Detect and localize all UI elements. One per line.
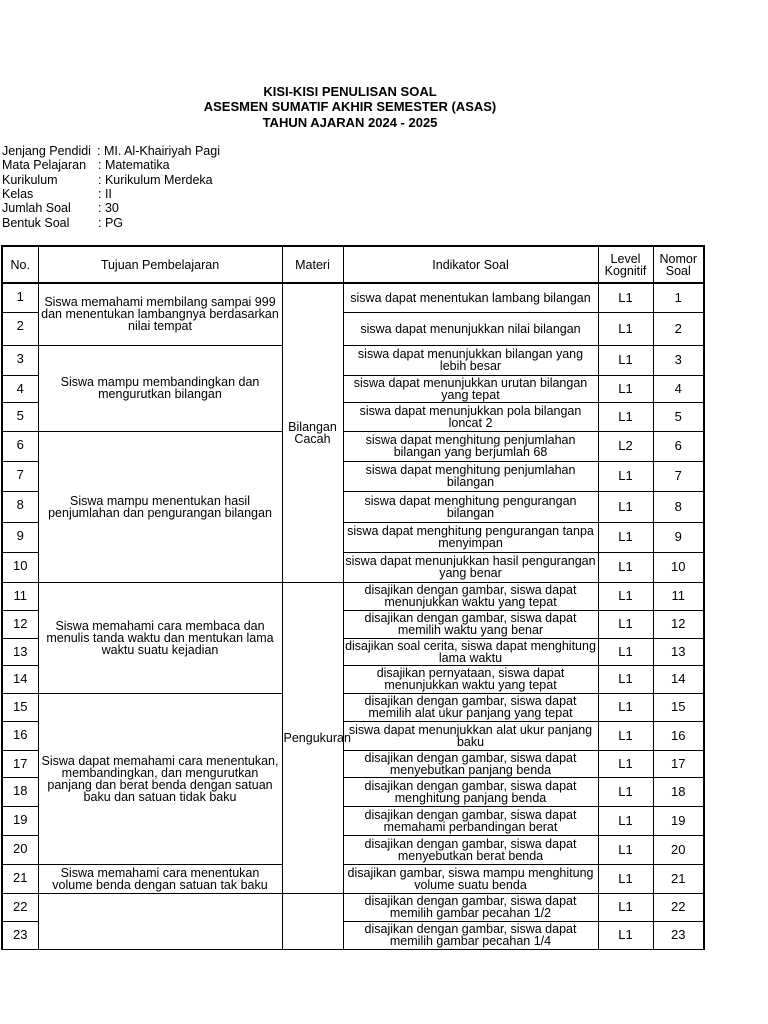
cell-level: L1 <box>598 491 653 522</box>
cell-no: 5 <box>2 402 38 431</box>
cell-level: L1 <box>598 345 653 375</box>
cell-nomor: 23 <box>653 921 704 949</box>
table-row <box>2 345 704 375</box>
cell-indikator: siswa dapat menghitung pengurangan tanpa menyimpan <box>343 522 598 552</box>
cell-indikator: siswa dapat menunjukkan hasil pengurangan yang benar <box>343 552 598 582</box>
cell-level: L1 <box>598 777 653 806</box>
cell-no: 6 <box>2 431 38 461</box>
cell-no: 4 <box>2 375 38 402</box>
meta-value: : Kurikulum Merdeka <box>98 173 213 187</box>
table-row <box>2 864 704 893</box>
cell-no: 17 <box>2 750 38 777</box>
cell-tujuan <box>38 893 282 949</box>
cell-indikator: siswa dapat menentukan lambang bilangan <box>343 283 598 312</box>
cell-level: L1 <box>598 693 653 721</box>
cell-tujuan: Siswa memahami cara menentukan volume benda dengan satuan tak baku <box>38 864 282 893</box>
header-indikator: Indikator Soal <box>343 246 598 283</box>
cell-no: 20 <box>2 835 38 864</box>
cell-indikator: disajikan dengan gambar, siswa dapat memahami perbandingan berat <box>343 806 598 835</box>
cell-nomor: 20 <box>653 835 704 864</box>
cell-nomor: 3 <box>653 345 704 375</box>
cell-level: L1 <box>598 893 653 921</box>
cell-nomor: 7 <box>653 461 704 491</box>
cell-tujuan: Siswa mampu menentukan hasil penjumlahan dan pengurangan bilangan <box>38 431 282 582</box>
cell-nomor: 1 <box>653 283 704 312</box>
cell-level: L1 <box>598 721 653 750</box>
cell-no: 2 <box>2 312 38 345</box>
document-subtitle: ASESMEN SUMATIF AKHIR SEMESTER (ASAS) <box>203 99 497 114</box>
kisi-kisi-table <box>1 245 705 950</box>
cell-indikator: siswa dapat menunjukkan bilangan yang lebih besar <box>343 345 598 375</box>
cell-indikator: disajikan dengan gambar, siswa dapat memilih waktu yang benar <box>343 610 598 638</box>
cell-indikator: disajikan dengan gambar, siswa dapat memilih gambar pecahan 1/2 <box>343 893 598 921</box>
meta-label: Jenjang Pendidi <box>2 144 91 158</box>
meta-value: : Matematika <box>98 158 170 172</box>
cell-level: L1 <box>598 750 653 777</box>
cell-indikator: disajikan dengan gambar, siswa dapat memilih alat ukur panjang yang tepat <box>343 693 598 721</box>
cell-level: L1 <box>598 552 653 582</box>
cell-nomor: 16 <box>653 721 704 750</box>
table-row <box>2 582 704 610</box>
cell-tujuan: Siswa memahami membilang sampai 999 dan menentukan lambangnya berdasarkan nilai tempat <box>38 283 282 345</box>
cell-indikator: siswa dapat menghitung penjumlahan bilangan <box>343 461 598 491</box>
header-level: Level Kognitif <box>598 246 653 283</box>
cell-indikator: siswa dapat menunjukkan urutan bilangan yang tepat <box>343 375 598 402</box>
cell-level: L1 <box>598 665 653 693</box>
cell-level: L1 <box>598 921 653 949</box>
header-tujuan: Tujuan Pembelajaran <box>38 246 282 283</box>
cell-no: 14 <box>2 665 38 693</box>
table-header-row <box>2 246 704 283</box>
cell-nomor: 10 <box>653 552 704 582</box>
cell-nomor: 17 <box>653 750 704 777</box>
cell-no: 10 <box>2 552 38 582</box>
cell-no: 1 <box>2 283 38 312</box>
meta-label: Kurikulum <box>2 173 58 187</box>
cell-nomor: 11 <box>653 582 704 610</box>
cell-level: L2 <box>598 431 653 461</box>
meta-label: Kelas <box>2 187 34 201</box>
cell-level: L1 <box>598 522 653 552</box>
meta-label: Jumlah Soal <box>2 201 71 215</box>
cell-indikator: siswa dapat menghitung penjumlahan bilangan yang berjumlah 68 <box>343 431 598 461</box>
cell-indikator: disajikan soal cerita, siswa dapat menghitung lama waktu <box>343 638 598 665</box>
cell-nomor: 8 <box>653 491 704 522</box>
cell-indikator: siswa dapat menunjukkan nilai bilangan <box>343 312 598 345</box>
cell-indikator: disajikan dengan gambar, siswa dapat menunjukkan waktu yang tepat <box>343 582 598 610</box>
cell-tujuan: Siswa dapat memahami cara menentukan, membandingkan, dan mengurutkan panjang dan berat benda dengan satuan baku dan satuan tidak baku <box>38 693 282 864</box>
cell-no: 16 <box>2 721 38 750</box>
cell-level: L1 <box>598 402 653 431</box>
cell-nomor: 21 <box>653 864 704 893</box>
cell-level: L1 <box>598 835 653 864</box>
cell-nomor: 13 <box>653 638 704 665</box>
cell-indikator: disajikan dengan gambar, siswa dapat menyebutkan berat benda <box>343 835 598 864</box>
header-nomor: Nomor Soal <box>653 246 704 283</box>
header-materi: Materi <box>282 246 343 283</box>
table-row <box>2 431 704 461</box>
cell-indikator: disajikan gambar, siswa mampu menghitung volume suatu benda <box>343 864 598 893</box>
cell-no: 18 <box>2 777 38 806</box>
cell-indikator: disajikan dengan gambar, siswa dapat menghitung panjang benda <box>343 777 598 806</box>
cell-nomor: 15 <box>653 693 704 721</box>
meta-label: Mata Pelajaran <box>2 158 87 172</box>
cell-indikator: siswa dapat menunjukkan alat ukur panjang baku <box>343 721 598 750</box>
cell-no: 15 <box>2 693 38 721</box>
cell-level: L1 <box>598 806 653 835</box>
cell-level: L1 <box>598 461 653 491</box>
cell-nomor: 4 <box>653 375 704 402</box>
cell-no: 19 <box>2 806 38 835</box>
cell-indikator: siswa dapat menghitung pengurangan bilangan <box>343 491 598 522</box>
cell-level: L1 <box>598 312 653 345</box>
cell-tujuan: Siswa memahami cara membaca dan menulis tanda waktu dan mentukan lama waktu suatu kejadian <box>38 582 282 693</box>
cell-no: 22 <box>2 893 38 921</box>
cell-tujuan: Siswa mampu membandingkan dan mengurutkan bilangan <box>38 345 282 431</box>
meta-label: Bentuk Soal <box>2 216 70 230</box>
cell-no: 23 <box>2 921 38 949</box>
cell-no: 13 <box>2 638 38 665</box>
cell-level: L1 <box>598 610 653 638</box>
header-no: No. <box>2 246 38 283</box>
cell-level: L1 <box>598 283 653 312</box>
meta-value: : 30 <box>98 201 119 215</box>
cell-indikator: disajikan dengan gambar, siswa dapat menyebutkan panjang benda <box>343 750 598 777</box>
cell-nomor: 9 <box>653 522 704 552</box>
cell-no: 3 <box>2 345 38 375</box>
cell-nomor: 22 <box>653 893 704 921</box>
cell-no: 7 <box>2 461 38 491</box>
cell-nomor: 19 <box>653 806 704 835</box>
cell-level: L1 <box>598 582 653 610</box>
cell-no: 21 <box>2 864 38 893</box>
cell-nomor: 6 <box>653 431 704 461</box>
meta-value: : MI. Al-Khairiyah Pagi <box>97 144 220 158</box>
table-row <box>2 693 704 721</box>
cell-materi: Bilangan Cacah <box>282 283 343 582</box>
cell-no: 8 <box>2 491 38 522</box>
meta-value: : PG <box>98 216 124 230</box>
cell-nomor: 12 <box>653 610 704 638</box>
table-row <box>2 893 704 921</box>
cell-indikator: siswa dapat menunjukkan pola bilangan loncat 2 <box>343 402 598 431</box>
cell-level: L1 <box>598 375 653 402</box>
cell-indikator: disajikan pernyataan, siswa dapat menunjukkan waktu yang tepat <box>343 665 598 693</box>
document-year: TAHUN AJARAN 2024 - 2025 <box>262 115 438 130</box>
cell-no: 11 <box>2 582 38 610</box>
cell-nomor: 18 <box>653 777 704 806</box>
cell-level: L1 <box>598 864 653 893</box>
document-title: KISI-KISI PENULISAN SOAL <box>263 84 437 99</box>
cell-materi <box>282 893 343 949</box>
cell-nomor: 5 <box>653 402 704 431</box>
cell-no: 9 <box>2 522 38 552</box>
meta-value: : II <box>98 187 112 201</box>
cell-nomor: 2 <box>653 312 704 345</box>
cell-no: 12 <box>2 610 38 638</box>
cell-materi: Pengukuran <box>282 582 343 893</box>
table-row <box>2 283 704 312</box>
cell-nomor: 14 <box>653 665 704 693</box>
cell-level: L1 <box>598 638 653 665</box>
cell-indikator: disajikan dengan gambar, siswa dapat memilih gambar pecahan 1/4 <box>343 921 598 949</box>
